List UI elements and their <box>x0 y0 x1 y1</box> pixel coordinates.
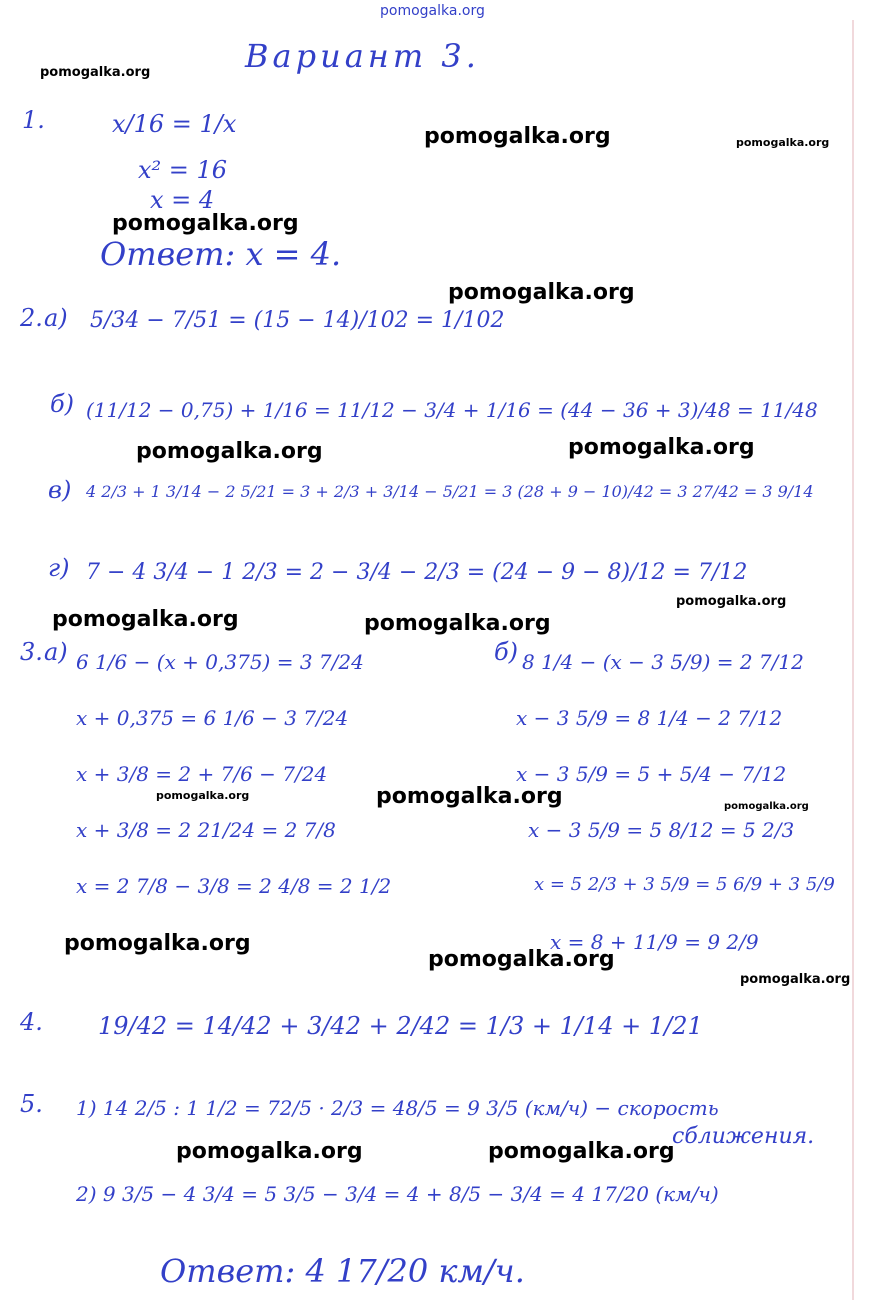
task3b-line: x = 8 + 11/9 = 9 2/9 <box>550 930 759 954</box>
task5-line1b: сближения. <box>672 1124 815 1149</box>
task2d-label: г) <box>48 554 70 582</box>
task3b-line: 8 1/4 − (x − 3 5/9) = 2 7/12 <box>522 650 804 674</box>
watermark: pomogalka.org <box>724 801 809 812</box>
watermark: pomogalka.org <box>376 784 563 809</box>
task3b-line: x − 3 5/9 = 8 1/4 − 2 7/12 <box>516 706 783 730</box>
task2a-label: а) <box>44 304 68 332</box>
watermark: pomogalka.org <box>448 280 635 305</box>
task3a-label: а) <box>44 638 68 666</box>
page-edge-line <box>852 20 854 1300</box>
task5-line2: 2) 9 3/5 − 4 3/4 = 5 3/5 − 3/4 = 4 + 8/5 − 3/4 = 4 17/20 (км/ч) <box>76 1182 719 1206</box>
task2c-expression: 4 2/3 + 1 3/14 − 2 5/21 = 3 + 2/3 + 3/14 − 5/21 = 3 (28 + 9 − 10)/42 = 3 27/42 = 3 9/14 <box>86 482 814 501</box>
task2-number: 2. <box>20 304 43 332</box>
task3a-line: x = 2 7/8 − 3/8 = 2 4/8 = 2 1/2 <box>76 874 392 898</box>
task3a-line: x + 3/8 = 2 + 7/6 − 7/24 <box>76 762 328 786</box>
task2a-expression: 5/34 − 7/51 = (15 − 14)/102 = 1/102 <box>90 308 505 333</box>
watermark: pomogalka.org <box>380 3 485 19</box>
task5-answer: Ответ: 4 17/20 км/ч. <box>160 1252 525 1290</box>
watermark: pomogalka.org <box>176 1139 363 1164</box>
watermark: pomogalka.org <box>136 439 323 464</box>
watermark: pomogalka.org <box>740 972 851 987</box>
watermark: pomogalka.org <box>424 124 611 149</box>
task3-number: 3. <box>20 638 43 666</box>
watermark: pomogalka.org <box>736 136 830 149</box>
task3b-label: б) <box>494 638 519 666</box>
watermark: pomogalka.org <box>568 435 755 460</box>
watermark: pomogalka.org <box>112 211 299 236</box>
task2d-expression: 7 − 4 3/4 − 1 2/3 = 2 − 3/4 − 2/3 = (24 − 9 − 8)/12 = 7/12 <box>86 560 748 585</box>
task3b-line: x = 5 2/3 + 3 5/9 = 5 6/9 + 3 5/9 <box>534 874 835 895</box>
watermark: pomogalka.org <box>364 611 551 636</box>
watermark: pomogalka.org <box>156 789 250 802</box>
task3a-line: 6 1/6 − (x + 0,375) = 3 7/24 <box>76 650 364 674</box>
task1-line: x/16 = 1/x <box>112 110 237 138</box>
task5-line1: 1) 14 2/5 : 1 1/2 = 72/5 · 2/3 = 48/5 = 9 3/5 (км/ч) − скорость <box>76 1096 719 1120</box>
watermark: pomogalka.org <box>52 607 239 632</box>
task2c-label: в) <box>48 476 72 504</box>
watermark: pomogalka.org <box>64 931 251 956</box>
task2b-label: б) <box>50 390 75 418</box>
task4-expression: 19/42 = 14/42 + 3/42 + 2/42 = 1/3 + 1/14 + 1/21 <box>98 1012 703 1040</box>
page-title: Вариант 3. <box>245 37 480 75</box>
watermark: pomogalka.org <box>488 1139 675 1164</box>
task5-number: 5. <box>20 1090 43 1118</box>
task1-line: x² = 16 <box>138 156 228 184</box>
task1-line: x = 4 <box>150 186 215 214</box>
watermark: pomogalka.org <box>428 947 615 972</box>
task3a-line: x + 3/8 = 2 21/24 = 2 7/8 <box>76 818 336 842</box>
task2b-expression: (11/12 − 0,75) + 1/16 = 11/12 − 3/4 + 1/16 = (44 − 36 + 3)/48 = 11/48 <box>86 398 818 422</box>
watermark: pomogalka.org <box>676 594 787 609</box>
task4-number: 4. <box>20 1008 43 1036</box>
task3a-line: x + 0,375 = 6 1/6 − 3 7/24 <box>76 706 349 730</box>
watermark: pomogalka.org <box>40 65 151 80</box>
task3b-line: x − 3 5/9 = 5 + 5/4 − 7/12 <box>516 762 787 786</box>
task1-answer: Ответ: x = 4. <box>100 235 342 273</box>
task1-number: 1. <box>22 106 45 134</box>
task3b-line: x − 3 5/9 = 5 8/12 = 5 2/3 <box>528 818 795 842</box>
